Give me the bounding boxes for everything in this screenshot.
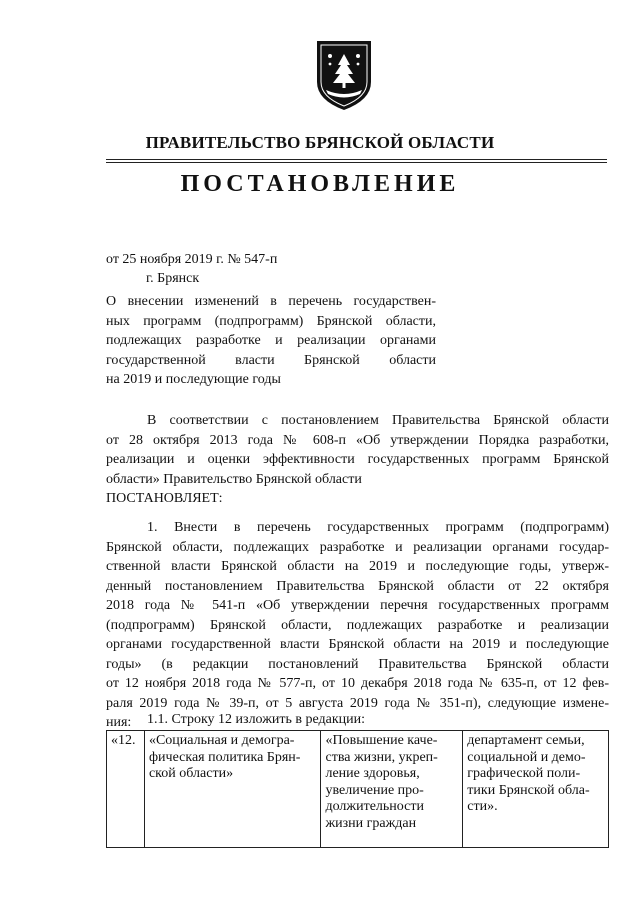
item-1-line: денный постановлением Правительства Брянской области от 22 октября xyxy=(106,578,609,594)
bryansk-coat-of-arms-icon xyxy=(313,38,375,112)
cell-line: фическая политика Брян- xyxy=(148,749,301,765)
subject-line: ных программ (подпрограмм) Брянской области, xyxy=(106,313,436,329)
item-1-line: 2018 года № 541-п «Об утверждении перечня государственных программ xyxy=(106,598,609,613)
city-line: г. Брянск xyxy=(146,271,200,286)
preamble-line: реализации и оценки эффективности государственных программ Брянской xyxy=(106,452,609,467)
table-cell-number xyxy=(107,731,145,848)
table-cell-goal xyxy=(321,731,463,848)
item-1-1-line: 1.1. Строку 12 изложить в редакции: xyxy=(147,712,366,727)
subject-block xyxy=(106,292,436,390)
authority-title: ПРАВИТЕЛЬСТВО БРЯНСКОЙ ОБЛАСТИ xyxy=(145,133,495,152)
cell-line: жизни граждан xyxy=(325,815,417,831)
cell-line: ление здоровья, xyxy=(325,766,420,781)
subject-line: государственной власти Брянской области xyxy=(106,352,436,368)
item-1-line: годы» (в редакции постановлений Правительства Брянской области xyxy=(106,656,609,672)
preamble-line: В соответствии с постановлением Правительства Брянской области xyxy=(147,413,609,428)
item-1-line: ния: xyxy=(106,715,132,730)
cell-line: департамент семьи, xyxy=(467,733,585,748)
programs-table xyxy=(106,730,609,848)
header-rule-thin xyxy=(106,162,607,163)
date-number-line: от 25 ноября 2019 г. № 547-п xyxy=(106,252,278,267)
table-cell-responsible xyxy=(463,731,609,848)
row-number: «12. xyxy=(111,733,136,748)
cell-line: сти». xyxy=(467,799,498,814)
subject-line: подлежащих разработке и реализации органами xyxy=(106,333,436,348)
cell-line: «Социальная и демогра- xyxy=(148,733,295,748)
cell-line: увеличение про- xyxy=(325,782,424,798)
cell-line: социальной и демо- xyxy=(467,749,586,765)
preamble-line: от 28 октября 2013 года № 608-п «Об утверждении Порядка разработки, xyxy=(106,432,609,448)
cell-line: ства жизни, укреп- xyxy=(325,749,438,765)
item-1-line: Брянской области, подлежащих разработке и реализации органами государ- xyxy=(106,539,609,555)
subject-line: О внесении изменений в перечень государствен- xyxy=(106,294,436,309)
item-1-line: 1. Внести в перечень государственных программ (подпрограмм) xyxy=(147,520,609,535)
subject-line: на 2019 и последующие годы xyxy=(106,372,281,387)
cell-line: графической поли- xyxy=(467,766,581,781)
item-1-line: (подпрограмм) Брянской области, подлежащих разработке и реализации xyxy=(106,617,609,633)
document-type-title: ПОСТАНОВЛЕНИЕ xyxy=(180,171,460,197)
item-1-line: раля 2019 года № 39-п, от 5 августа 2019 года № 351-п), следующие измене- xyxy=(106,695,609,711)
preamble-line: области» Правительство Брянской области xyxy=(106,471,362,487)
cell-line: ской области» xyxy=(148,766,234,781)
table-row xyxy=(107,731,609,848)
item-1-paragraph xyxy=(106,518,609,733)
table-cell-program xyxy=(144,731,321,848)
cell-line: должительности xyxy=(325,799,424,814)
item-1-line: от 12 ноября 2018 года № 577-п, от 10 декабря 2018 года № 635-п, от 12 фев- xyxy=(106,676,609,691)
preamble-paragraph xyxy=(106,411,609,509)
item-1-line: органами государственной власти Брянской области на 2019 и последующие xyxy=(106,637,609,652)
header-rule xyxy=(106,159,607,160)
item-1-line: ственной власти Брянской области на 2019 и последующие годы, утверж- xyxy=(106,559,609,574)
cell-line: «Повышение каче- xyxy=(325,733,438,748)
resolves-word: ПОСТАНОВЛЯЕТ: xyxy=(106,491,223,506)
cell-line: тики Брянской обла- xyxy=(467,782,590,798)
